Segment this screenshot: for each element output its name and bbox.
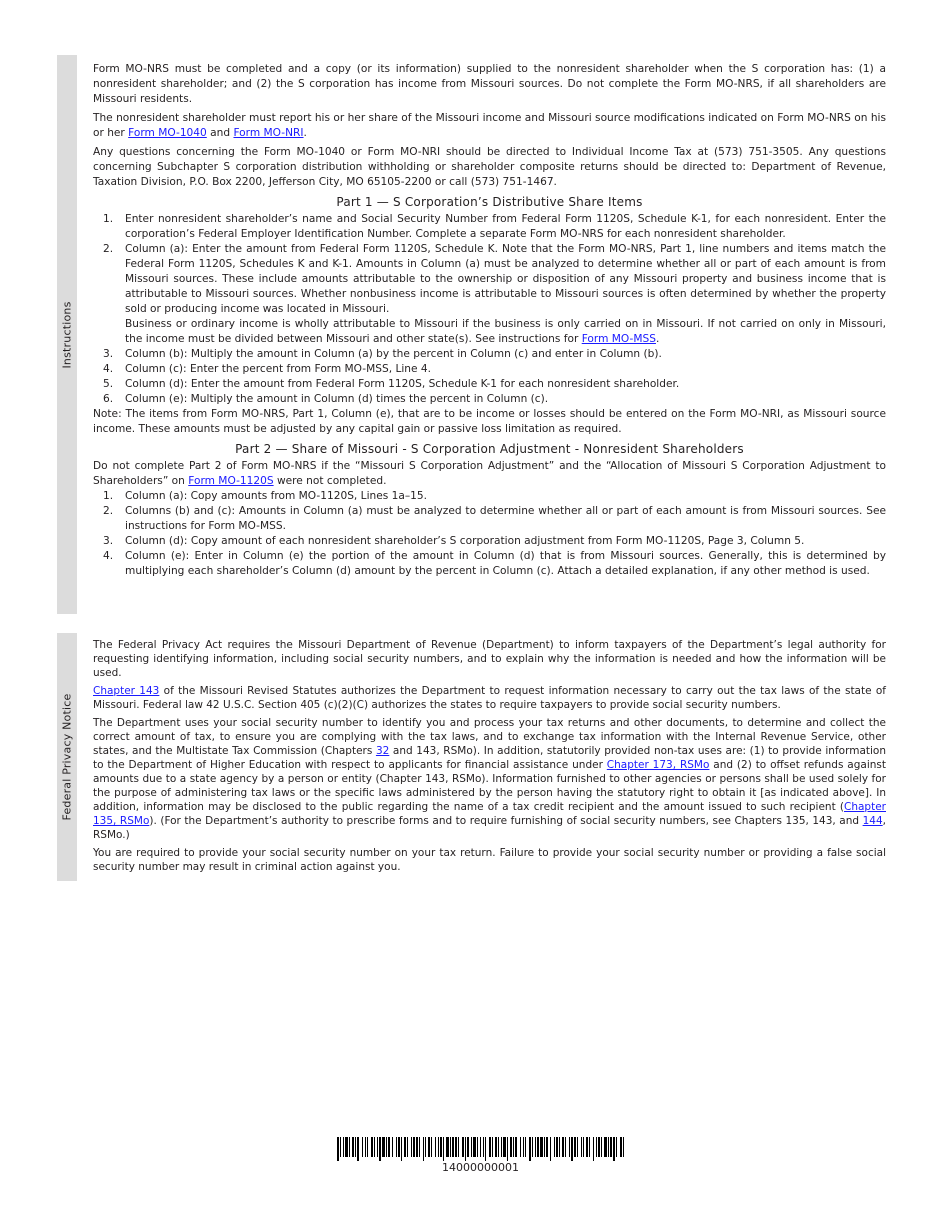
part2-item-num: 3. [103, 535, 114, 547]
privacy-side-label: Federal Privacy Notice [60, 693, 74, 821]
barcode-bar [515, 1137, 517, 1157]
barcode-bar [569, 1137, 570, 1157]
form-mo-nri-link[interactable]: Form MO-NRI [233, 127, 304, 139]
barcode-bar [362, 1137, 363, 1157]
chapter-143-link[interactable]: Chapter 143 [93, 685, 160, 697]
part2-item-text: Column (a): Copy amounts from MO-1120S, Lines 1a–15. [125, 490, 428, 502]
barcode-bar [416, 1137, 418, 1157]
part2-item [93, 534, 886, 549]
privacy-p3-b: and 143, RSMo). In addition, statutorily provided non-tax uses are: (1) to provide information to the Department of Higher Education with respect to applicants for financial assistance under [93, 745, 886, 771]
barcode-bar [556, 1137, 558, 1157]
barcode-bar [452, 1137, 454, 1157]
part1-list [93, 212, 886, 407]
form-mo-mss-link[interactable]: Form MO-MSS [581, 333, 656, 345]
barcode-bar [559, 1137, 560, 1157]
barcode-bar [503, 1137, 506, 1157]
part1-item-num: 3. [103, 348, 114, 360]
barcode-bar [498, 1137, 499, 1157]
barcode-bar [616, 1137, 617, 1157]
barcode-bar [550, 1137, 551, 1161]
part2-item-text: Column (e): Enter in Column (e) the portion of the amount in Column (d) that is from Missouri sources. Generally, this is determined by multiplying each shareholder’s Column (d) amount by the percent in Column (c). Attach a detailed explanation, if any other method is used. [125, 550, 886, 577]
part1-item [93, 242, 886, 347]
barcode-bar [581, 1137, 582, 1157]
barcode-bar [398, 1137, 400, 1157]
instructions-section [93, 62, 886, 579]
part2-item [93, 504, 886, 534]
barcode-bar [371, 1137, 373, 1157]
part2-item-num: 2. [103, 505, 114, 517]
privacy-p3-a: The Department uses your social security number to identify you and process your tax returns and other documents, to determine and collect the correct amount of tax, to ensure you are complying with the tax laws, and to exchange tax information with the Internal Revenue Service, other states, and the Multistate Tax Commission (Chapters [93, 717, 886, 757]
barcode-bar [379, 1137, 381, 1161]
barcode-bar [513, 1137, 514, 1157]
barcode-bar [462, 1137, 464, 1157]
part2-item-text: Columns (b) and (c): Amounts in Column (a) must be analyzed to determine whether all or part of each amount is from Missouri sources. See instructions for Form MO-MSS. [125, 505, 886, 532]
barcode-bar [544, 1137, 545, 1157]
barcode-bar [435, 1137, 436, 1157]
barcode-bar [440, 1137, 442, 1157]
barcode-bar [438, 1137, 439, 1157]
barcode-bar [623, 1137, 624, 1157]
barcode-bar [495, 1137, 497, 1157]
barcode-bar [546, 1137, 548, 1157]
barcode-image [337, 1137, 624, 1161]
barcode-bar [593, 1137, 594, 1161]
barcode-bar [392, 1137, 393, 1157]
barcode-bar [446, 1137, 449, 1157]
barcode-bar [507, 1137, 508, 1161]
privacy-p3-e: , RSMo.) [93, 815, 886, 841]
part1-item [93, 347, 886, 362]
barcode-bar [455, 1137, 457, 1157]
part1-item [93, 392, 886, 407]
privacy-side-tab [57, 633, 77, 881]
part2-intro-text: Do not complete Part 2 of Form MO-NRS if the “Missouri S Corporation Adjustment” and the “Allocation of Missouri S Corporation Adjustment to Shareholders” on [93, 460, 886, 487]
part2-list [93, 489, 886, 579]
barcode-bar [598, 1137, 600, 1157]
intro-paragraph-3: Any questions concerning the Form MO-1040 or Form MO-NRI should be directed to Individual Income Tax at (573) 751-3505. Any questions concerning Subchapter S corporation distribution withholding or shareholder composite returns should be directed to: Department of Revenue, Taxation Division, P.O. Box 2200, Jefferson City, MO 65105-2200 or call (573) 751-1467. [93, 146, 886, 188]
barcode-bar [565, 1137, 566, 1157]
barcode-bar [608, 1137, 609, 1157]
barcode-bar [489, 1137, 491, 1157]
part1-item [93, 212, 886, 242]
part2-item-text: Column (d): Copy amount of each nonresident shareholder’s S corporation adjustment from Form MO-1120S, Page 3, Column 5. [125, 535, 805, 547]
barcode-bar [535, 1137, 536, 1157]
barcode-bar [471, 1137, 472, 1157]
barcode-bar [613, 1137, 615, 1161]
barcode-bar [458, 1137, 459, 1157]
privacy-paragraph-1: The Federal Privacy Act requires the Missouri Department of Revenue (Department) to inform taxpayers of the Department’s legal authority for requesting identifying information, including social security numbers, and to explain why the information is needed and how the information will be used. [93, 639, 886, 679]
intro-p2-end: . [303, 127, 307, 139]
barcode-bar [419, 1137, 420, 1157]
part1-heading: Part 1 — S Corporation’s Distributive Share Items [336, 195, 643, 209]
part1-item-text: Column (b): Multiply the amount in Column (a) by the percent in Column (c) and enter in Column (b). [125, 348, 662, 360]
barcode-bar [501, 1137, 502, 1157]
barcode-bar [620, 1137, 622, 1157]
part1-item-text: Enter nonresident shareholder’s name and Social Security Number from Federal Form 1120S, Schedule K-1, for each nonresident. Enter the corporation’s Federal Employer Identification Number. Complete a separate Form MO-NRS for each nonresident shareholder. [125, 213, 886, 240]
barcode-bar [404, 1137, 406, 1157]
privacy-paragraph-3 [93, 716, 886, 842]
barcode-bar [388, 1137, 390, 1157]
privacy-section [93, 638, 886, 878]
barcode-bar [529, 1137, 531, 1161]
barcode-bar [450, 1137, 451, 1157]
part1-item [93, 377, 886, 392]
part1-note: Note: The items from Form MO-NRS, Part 1, Column (e), that are to be income or losses should be entered on the Form MO-NRI, as Missouri source income. These amounts must be adjusted by any capital gain or passive loss limitation as required. [93, 408, 886, 435]
barcode-bar [473, 1137, 476, 1157]
barcode-bar [483, 1137, 484, 1157]
part2-intro-end: were not completed. [273, 475, 387, 487]
barcode-bar [386, 1137, 387, 1157]
chapter-144-link[interactable]: 144 [862, 815, 883, 827]
part1-item-text: Column (a): Enter the amount from Federal Form 1120S, Schedule K. Note that the Form MO-NRS, Part 1, line numbers and items match the Federal Form 1120S, Schedules K and K-1. Amounts in Column (a) must be analyzed to determine whether all or part of each amount is from Missouri sources. These include amounts attributable to the ownership or disposition of any Missouri property and business income that is attributable to Missouri sources. Whether nonbusiness income is attributable to Missouri sources is often determined by whether the property sold or producing income was located in Missouri. [125, 243, 886, 315]
barcode-bar [411, 1137, 412, 1157]
part1-item-num: 4. [103, 363, 114, 375]
barcode-number: 14000000001 [442, 1161, 519, 1174]
barcode-bar [343, 1137, 344, 1157]
barcode-bar [610, 1137, 612, 1157]
barcode-bar [465, 1137, 466, 1161]
barcode-bar [477, 1137, 478, 1157]
chapter-32-link[interactable]: 32 [375, 745, 390, 757]
barcode-bar [540, 1137, 543, 1157]
barcode-bar [349, 1137, 350, 1157]
barcode-bar [407, 1137, 408, 1157]
part2-intro [93, 459, 886, 489]
barcode-bar [510, 1137, 512, 1157]
barcode-bar [345, 1137, 348, 1157]
intro-paragraph-2 [93, 111, 886, 141]
intro-paragraph-1: Form MO-NRS must be completed and a copy (or its information) supplied to the nonresident shareholder when the S corporation has: (1) a nonresident shareholder; and (2) the S corporation has income from Missouri sources. Do not complete the Form MO-NRS, if all shareholders are Missouri residents. [93, 63, 886, 105]
barcode-bar [374, 1137, 375, 1157]
barcode-bar [596, 1137, 597, 1157]
barcode-bar [492, 1137, 493, 1157]
part1-sub-text: Business or ordinary income is wholly attributable to Missouri if the business is only carried on in Missouri. If not carried on only in Missouri, the income must be divided between Missouri and other state(s). See instructions for [125, 318, 886, 345]
form-mo-1040-link[interactable]: Form MO-1040 [128, 127, 207, 139]
part1-item-num: 2. [103, 243, 114, 255]
part1-item-text: Column (c): Enter the percent from Form MO-MSS, Line 4. [125, 363, 432, 375]
barcode-bar [562, 1137, 564, 1157]
barcode-bar [367, 1137, 368, 1157]
barcode-bar [520, 1137, 521, 1157]
barcode-bar [525, 1137, 526, 1157]
part1-item-text: Column (e): Multiply the amount in Column (d) times the percent in Column (c). [125, 393, 549, 405]
part2-item-num: 1. [103, 490, 114, 502]
part1-item-text: Column (d): Enter the amount from Federal Form 1120S, Schedule K-1 for each nonresident shareholder. [125, 378, 680, 390]
barcode-bar [428, 1137, 430, 1157]
barcode-bar [377, 1137, 378, 1157]
barcode-bar [485, 1137, 486, 1161]
barcode-bar [401, 1137, 402, 1161]
privacy-p3-c: and (2) to offset refunds against amounts due to a state agency by a person or entity (Chapter 143, RSMo). Information furnished to other agencies or persons shall be used solely for the purpose of administering tax laws or the specific laws administered by the person having the statutory right to obtain it [as indicated above]. In addition, information may be disclosed to the public regarding the name of a tax credit recipient and the amount issued to such recipient ( [93, 759, 886, 813]
chapter-173-link[interactable]: Chapter 173, RSMo [606, 759, 710, 771]
barcode-bar [586, 1137, 588, 1157]
barcode-bar [355, 1137, 356, 1157]
part2-item [93, 549, 886, 579]
part1-item-num: 6. [103, 393, 114, 405]
barcode-bar [480, 1137, 481, 1157]
part1-item-num: 1. [103, 213, 114, 225]
chapter-135-link[interactable]: Chapter 135, RSMo [93, 801, 886, 827]
barcode-bar [571, 1137, 573, 1161]
barcode-bar [554, 1137, 555, 1157]
barcode-bar [340, 1137, 341, 1157]
privacy-p3-d: ). (For the Department’s authority to prescribe forms and to require furnishing of social security numbers, see Chapters 135, 143, and [149, 815, 863, 827]
barcode-bar [425, 1137, 426, 1157]
barcode-bar [431, 1137, 432, 1157]
barcode-bar [577, 1137, 578, 1157]
barcode-bar [396, 1137, 397, 1157]
barcode-bar [574, 1137, 576, 1157]
part2-item-num: 4. [103, 550, 114, 562]
part1-item-subtext [125, 317, 886, 347]
barcode-bar [601, 1137, 602, 1157]
part1-item-num: 5. [103, 378, 114, 390]
barcode-bar [337, 1137, 339, 1161]
instructions-side-label: Instructions [60, 300, 74, 369]
barcode-bar [365, 1137, 366, 1157]
privacy-paragraph-4: You are required to provide your social security number on your tax return. Failure to provide your social security number or providing a false social security number may result in criminal action against you. [93, 847, 886, 873]
barcode-bar [423, 1137, 424, 1161]
barcode-bar [467, 1137, 469, 1157]
part1-item [93, 362, 886, 377]
barcode-bar [443, 1137, 444, 1161]
barcode-bar [604, 1137, 607, 1157]
barcode-bar [352, 1137, 354, 1157]
barcode-bar [537, 1137, 539, 1157]
part1-sub-end: . [655, 333, 660, 345]
intro-p2-and: and [206, 127, 234, 139]
barcode-bar [532, 1137, 533, 1157]
barcode-bar [589, 1137, 590, 1157]
privacy-paragraph-2 [93, 684, 886, 712]
instructions-side-tab [57, 55, 77, 614]
barcode-bar [413, 1137, 415, 1157]
form-mo-1120s-link[interactable]: Form MO-1120S [188, 475, 274, 487]
part2-heading: Part 2 — Share of Missouri - S Corporation Adjustment - Nonresident Shareholders [235, 442, 744, 456]
part2-item [93, 489, 886, 504]
barcode-bar [382, 1137, 385, 1157]
barcode-bar [583, 1137, 584, 1157]
privacy-p2-text: of the Missouri Revised Statutes authorizes the Department to request information necessary to carry out the tax laws of the state of Missouri. Federal law 42 U.S.C. Section 405 (c)(2)(C) authorizes the states to require taxpayers to provide social security numbers. [93, 685, 887, 711]
barcode-bar [357, 1137, 359, 1161]
intro-p2-text: The nonresident shareholder must report his or her share of the Missouri income and Missouri source modifications indicated on Form MO-NRS on his or her [93, 112, 886, 139]
barcode-bar [523, 1137, 524, 1157]
